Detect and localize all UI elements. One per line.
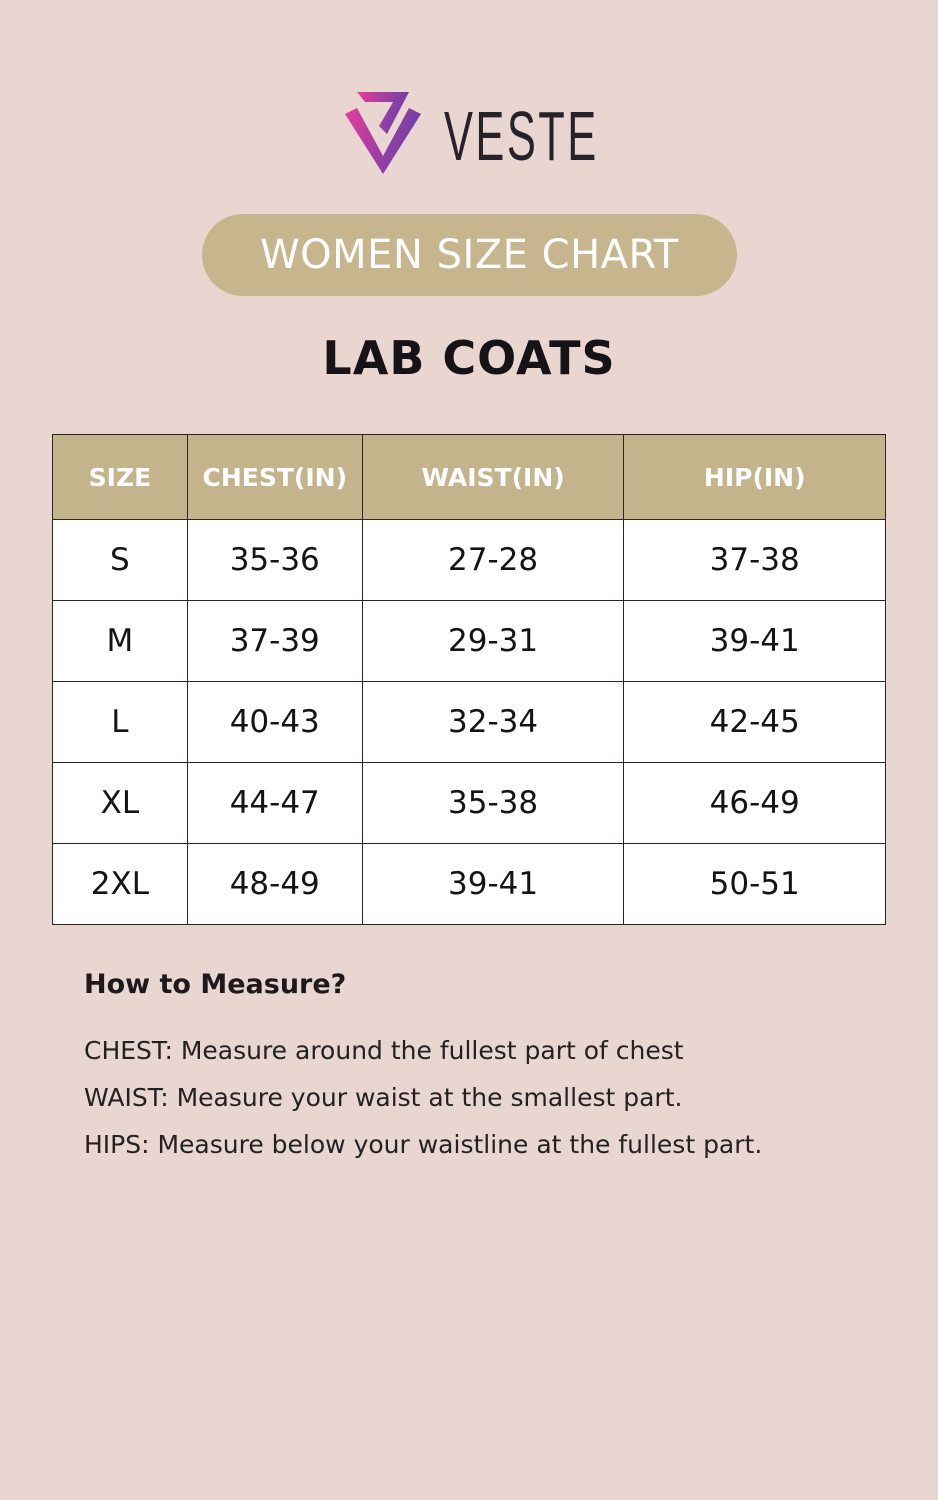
cell-hip: 39-41 [624,601,886,682]
cell-waist: 32-34 [362,682,624,763]
cell-chest: 37-39 [187,601,362,682]
measure-waist: WAIST: Measure your waist at the smallest part. [84,1083,683,1112]
header-size: SIZE [53,435,188,520]
measure-hips: HIPS: Measure below your waistline at the fullest part. [84,1130,763,1159]
cell-size: M [53,601,188,682]
cell-hip: 37-38 [624,520,886,601]
table-row [53,520,886,601]
header-chest: CHEST(IN) [187,435,362,520]
cell-size: L [53,682,188,763]
cell-size: 2XL [53,844,188,925]
table-header-row [53,435,886,520]
brand-name: VESTE [444,97,599,175]
table-row [53,844,886,925]
size-chart-banner: WOMEN SIZE CHART [202,214,737,296]
table-row [53,682,886,763]
cell-size: S [53,520,188,601]
how-to-measure-title: How to Measure? [84,969,347,1000]
table-row [53,601,886,682]
measure-chest: CHEST: Measure around the fullest part of chest [84,1036,684,1065]
header-waist: WAIST(IN) [362,435,624,520]
cell-chest: 44-47 [187,763,362,844]
cell-chest: 48-49 [187,844,362,925]
size-table [52,434,886,925]
how-to-measure [84,965,762,1168]
cell-waist: 39-41 [362,844,624,925]
cell-waist: 27-28 [362,520,624,601]
cell-hip: 46-49 [624,763,886,844]
product-title: LAB COATS [322,331,616,385]
header-hip: HIP(IN) [624,435,886,520]
cell-hip: 42-45 [624,682,886,763]
cell-chest: 40-43 [187,682,362,763]
table-row [53,763,886,844]
cell-waist: 35-38 [362,763,624,844]
cell-hip: 50-51 [624,844,886,925]
veste-logo-icon [343,88,423,176]
cell-chest: 35-36 [187,520,362,601]
cell-waist: 29-31 [362,601,624,682]
cell-size: XL [53,763,188,844]
